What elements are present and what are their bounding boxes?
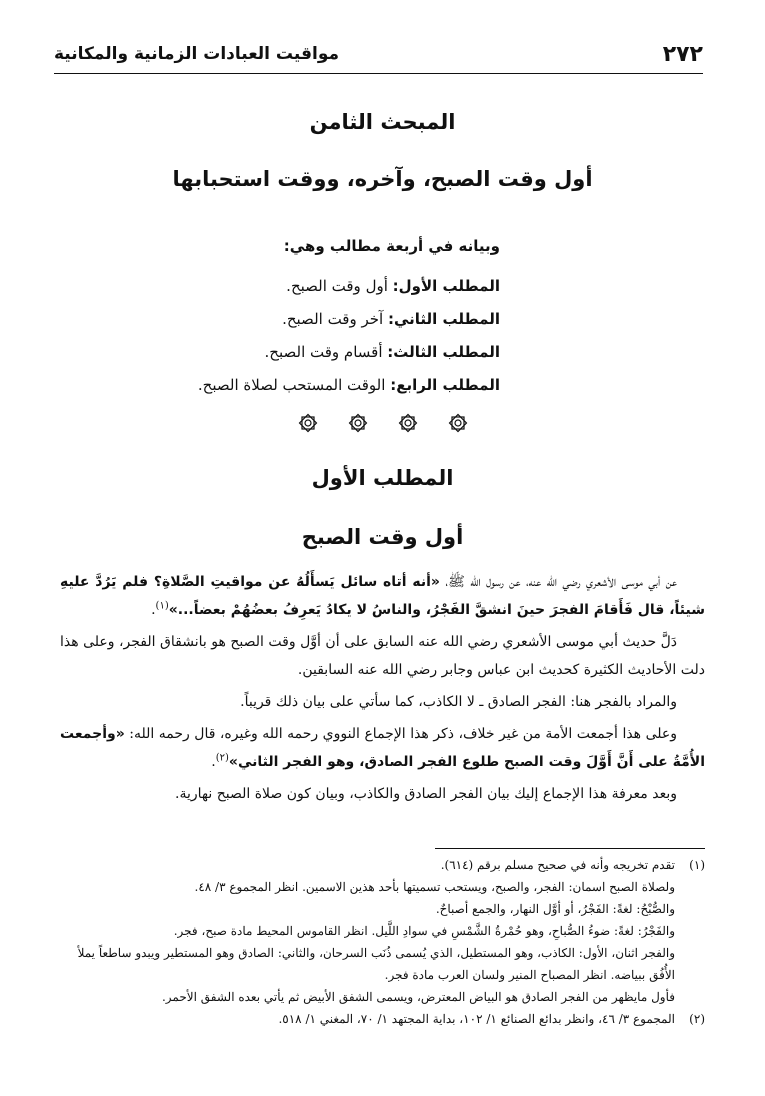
chapter-title: المبحث الثامن — [309, 110, 456, 134]
footnote-line: والفَجْرُ: لغةً: ضوءُ الصُّباحِ، وهو حُمْرةُ الشَّمْسِ في سوادِ اللَّيل. انظر القاموس المحيط مادة صبح، فجر. — [173, 924, 675, 938]
footnote-ref-1[interactable]: (١) — [155, 600, 169, 612]
footnote-rule — [435, 848, 705, 849]
footnote-body — [278, 1008, 675, 1030]
footnote — [60, 1008, 705, 1030]
hadith-intro: عن أبي موسى الأشعري رضي الله عنه، عن رسول الله ﷺ، — [439, 574, 678, 590]
footnote — [60, 854, 705, 1008]
section-list-label: المطلب الثالث: — [387, 343, 500, 361]
section-list — [198, 270, 500, 402]
sentence-end: . — [211, 754, 216, 770]
nawawi-quote: «وأجمعت الأُمَّةُ على أَنَّ أَوَّلَ وقت الصبح طلوع الفجر الصادق، وهو الفجر الثاني» — [60, 726, 705, 770]
footnote-number: (١) — [689, 858, 705, 872]
section-list-text: آخر وقت الصبح. — [282, 310, 384, 328]
ornament-icon — [447, 412, 469, 434]
footnote-line: والفجر اثنان، الأول: الكاذب، وهو المستطيل، الذي يُسمى ذُنَب السرحان، والثاني: الصادق وهو المستطير ويبدو ساطعاً يملأ الأُفُق ببياضه. انظر المصباح المنير ولسان العرب مادة فجر. — [77, 946, 675, 982]
sentence-end: . — [151, 602, 156, 618]
book-title: مواقيت العبادات الزمانية والمكانية — [54, 44, 339, 64]
footnote-ref-2[interactable]: (٢) — [215, 752, 229, 764]
section-subtitle: أول وقت الصبح — [301, 525, 464, 549]
section-list-label: المطلب الرابع: — [390, 376, 500, 394]
ornament-icon — [397, 412, 419, 434]
footnote-line: فأول مايظهر من الفجر الصادق هو البياض المعترض، ويسمى الشفق الأبيض ثم يأتي بعده الشفق الأحمر. — [161, 990, 675, 1004]
footnote-line: تقدم تخريجه وأنه في صحيح مسلم برقم (٦١٤). — [440, 858, 675, 872]
section-list-text: أول وقت الصبح. — [286, 277, 388, 295]
section-title: المطلب الأول — [311, 466, 454, 490]
section-list-item — [198, 336, 500, 369]
section-list-label: المطلب الثاني: — [387, 310, 500, 328]
running-header — [54, 38, 703, 70]
paragraph-meaning: والمراد بالفجر هنا: الفجر الصادق ـ لا الكاذب، كما سأتي على بيان ذلك قريباً. — [240, 694, 677, 710]
chapter-subtitle: أول وقت الصبح، وآخره، ووقت استحبابها — [172, 167, 593, 191]
footnote-body — [60, 854, 675, 1008]
paragraph-consensus — [60, 720, 705, 776]
section-list-text: الوقت المستحب لصلاة الصبح. — [197, 376, 386, 394]
ornament-icon — [297, 412, 319, 434]
paragraph-transition: وبعد معرفة هذا الإجماع إليك بيان الفجر الصادق والكاذب، وبيان كون صلاة الصبح نهارية. — [175, 786, 677, 802]
footnote-number: (٢) — [689, 1012, 705, 1026]
paragraph-evidence: دَلَّ حديث أبي موسى الأشعري رضي الله عنه السابق على أن أوَّل وقت الصبح هو بانشقاق الفجر، وعلى هذا دلت الأحاديث الكثيرة كحديث ابن عباس وجابر رضي الله عنه السابقين. — [60, 634, 705, 678]
footnote-line: والصُّبْحُ: لغةً: الفَجْرُ، أو أوَّل النهار، والجمع أصباحٌ. — [435, 902, 675, 916]
footnote-line: ولصلاة الصبح اسمان: الفجر، والصبح، ويستحب تسميتها بأحد هذين الاسمين. انظر المجموع ٣/ ٤٨. — [194, 880, 675, 894]
body-text — [60, 568, 705, 812]
section-list-item — [198, 303, 500, 336]
page-number: ٢٧٢ — [662, 41, 703, 67]
section-list-label: المطلب الأول: — [392, 277, 500, 295]
hadith-quote: «أنه أتاه سائل يَسأَلُهُ عن مواقيتِ الصَّلاةِ؟ فلم يَرُدَّ عليهِ شيئاً، قال فَأَقامَ الفجرَ حينَ انشقَّ الفَجْرُ، والناسُ لا يكادُ يَعرِفُ بعضُهُمْ بعضاً...» — [60, 574, 705, 618]
footnotes — [60, 854, 705, 1030]
ornament-divider — [0, 412, 765, 434]
section-list-text: أقسام وقت الصبح. — [264, 343, 383, 361]
ornament-icon — [347, 412, 369, 434]
section-list-item — [198, 369, 500, 402]
paragraph-hadith — [60, 568, 705, 624]
consensus-intro: وعلى هذا أجمعت الأمة من غير خلاف، ذكر هذا الإجماع النووي رحمه الله وغيره، قال رحمه الله: — [124, 726, 677, 742]
footnote-line: المجموع ٣/ ٤٦، وانظر بدائع الصنائع ١/ ١٠٢، بداية المجتهد ١/ ٧٠، المغني ١/ ٥١٨. — [278, 1012, 675, 1026]
section-list-item — [198, 270, 500, 303]
header-rule — [54, 73, 703, 74]
intro-text: وبيانه في أربعة مطالب وهي: — [283, 237, 500, 255]
